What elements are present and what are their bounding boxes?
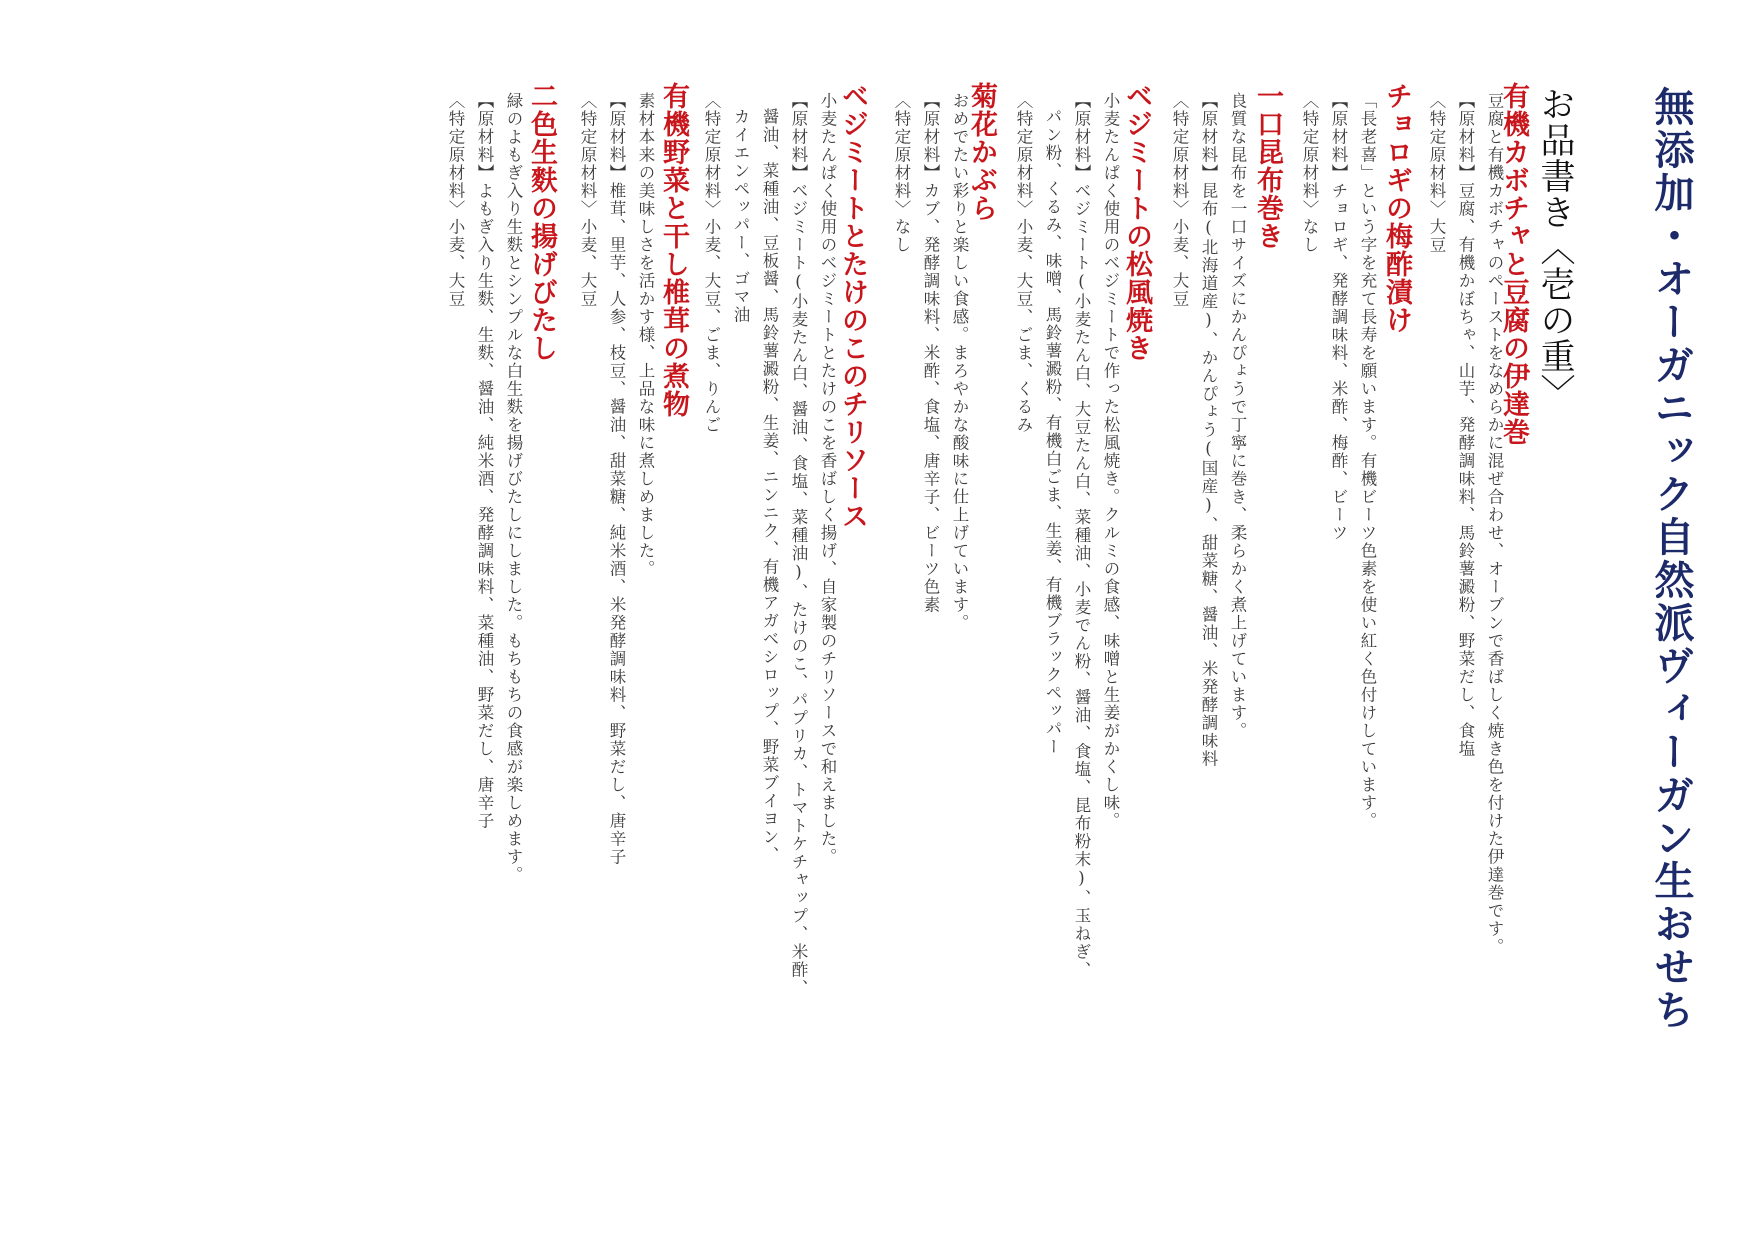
dish-ingredients: 【原材料】チョロギ、発酵調味料、米酢、梅酢、ビーツ <box>1329 92 1348 542</box>
dish-ingredients: 【原材料】よもぎ入り生麩、生麩、醤油、純米酒、発酵調味料、菜種油、野菜だし、唐辛子 <box>475 92 494 830</box>
dish-allergens: 〈特定原材料〉小麦、大豆 <box>1170 92 1189 308</box>
dish-title-matsukaze: ベジミートの松風焼き <box>1121 82 1152 362</box>
dish-title-chili-sauce: ベジミートとたけのこのチリソース <box>837 82 868 530</box>
dish-ingredients: 【原材料】豆腐、有機かぼちゃ、山芋、発酵調味料、馬鈴薯澱粉、野菜だし、食塩 <box>1456 92 1475 758</box>
dish-description: 「長老喜」という字を充て長寿を願います。有機ビーツ色素を使い紅く色付けしています。 <box>1358 92 1377 830</box>
dish-description: 豆腐と有機カボチャのペーストをなめらかに混ぜ合わせ、オーブンで香ばしく焼き色を付けた伊達巻です。 <box>1485 92 1504 956</box>
dish-ingredients: 【原材料】昆布(北海道産)、かんぴょう(国産)、甜菜糖、醤油、米発酵調味料 <box>1199 92 1218 768</box>
dish-title-chorogi: チョロギの梅酢漬け <box>1381 82 1412 334</box>
dish-allergens: 〈特定原材料〉小麦、大豆 <box>578 92 597 308</box>
dish-ingredients: 【原材料】ベジミート(小麦たん白、醤油、食塩、菜種油)、たけのこ、パプリカ、トマトケチャップ、米酢、 <box>789 92 808 997</box>
dish-allergens: 〈特定原材料〉なし <box>1300 92 1319 254</box>
dish-description: おめでたい彩りと楽しい食感。まろやかな酸味に仕上げています。 <box>950 92 969 632</box>
dish-ingredients: 【原材料】椎茸、里芋、人参、枝豆、醤油、甜菜糖、純米酒、米発酵調味料、野菜だし、唐辛子 <box>607 92 626 866</box>
dish-description: 小麦たんぱく使用のベジミートとたけのこを香ばしく揚げ、自家製のチリソースで和えました。 <box>818 92 837 866</box>
dish-description: 良質な昆布を一口サイズにかんぴょうで丁寧に巻き、柔らかく煮上げています。 <box>1228 92 1247 740</box>
dish-description: 素材本来の美味しさを活かす様、上品な味に煮しめました。 <box>636 92 655 578</box>
dish-ingredients: 【原材料】ベジミート(小麦たん白、大豆たん白、菜種油、小麦でん粉、醤油、食塩、昆布粉末)、玉ねぎ、 <box>1072 92 1091 979</box>
dish-title-kobumaki: 一口昆布巻き <box>1252 82 1283 250</box>
dish-description: 小麦たんぱく使用のベジミートで作った松風焼き。クルミの食感、味噌と生姜がかくし味。 <box>1101 92 1120 830</box>
dish-ingredients-cont: カイエンペッパー、ゴマ油 <box>731 108 750 324</box>
menu-subtitle: お品書き〈壱の重〉 <box>1535 86 1575 410</box>
dish-allergens: 〈特定原材料〉大豆 <box>1427 92 1446 254</box>
dish-allergens: 〈特定原材料〉なし <box>892 92 911 254</box>
menu-title: 無添加・オーガニック自然派ヴィーガン生おせち <box>1648 86 1695 1032</box>
dish-title-datemaki: 有機カボチャと豆腐の伊達巻 <box>1498 82 1529 446</box>
dish-title-namafu: 二色生麩の揚げびたし <box>526 82 557 362</box>
dish-ingredients-cont: パン粉、くるみ、味噌、馬鈴薯澱粉、有機白ごま、生姜、有機ブラックペッパー <box>1043 108 1062 756</box>
dish-allergens: 〈特定原材料〉小麦、大豆、ごま、りんご <box>702 92 721 434</box>
dish-allergens: 〈特定原材料〉小麦、大豆 <box>446 92 465 308</box>
dish-title-nimono: 有機野菜と干し椎茸の煮物 <box>658 82 689 418</box>
dish-allergens: 〈特定原材料〉小麦、大豆、ごま、くるみ <box>1014 92 1033 434</box>
dish-title-kikka-kabura: 菊花かぶら <box>966 82 997 222</box>
dish-ingredients: 【原材料】カブ、発酵調味料、米酢、食塩、唐辛子、ビーツ色素 <box>921 92 940 614</box>
dish-description: 緑のよもぎ入り生麩とシンプルな白生麩を揚げびたしにしました。もちもちの食感が楽しめます。 <box>504 92 523 884</box>
dish-ingredients-cont: 醤油、菜種油、豆板醤、馬鈴薯澱粉、生姜、ニンニク、有機アガベシロップ、野菜ブイヨン、 <box>760 108 779 864</box>
